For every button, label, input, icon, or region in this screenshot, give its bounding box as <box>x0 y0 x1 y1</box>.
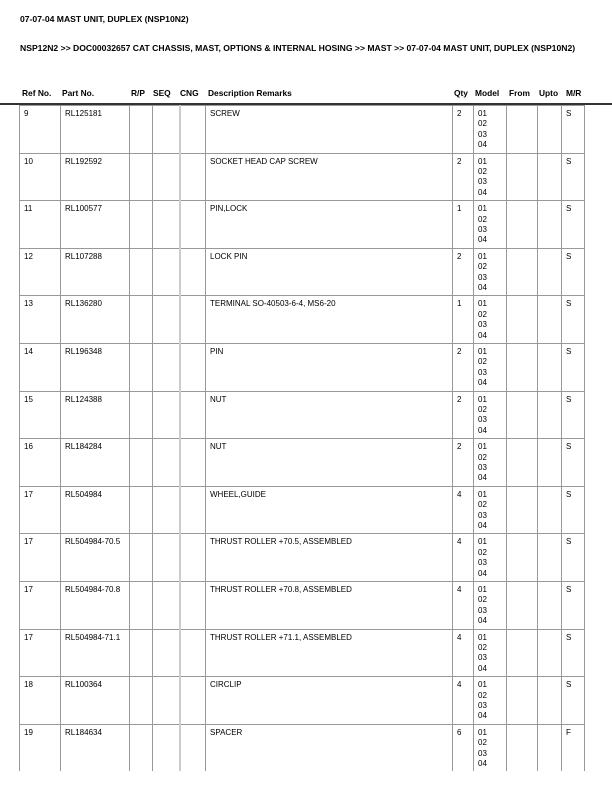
model-code: 01 <box>478 109 487 118</box>
model-code: 02 <box>478 642 487 652</box>
header-mr: M/R <box>566 88 582 98</box>
model-code: 03 <box>478 605 487 615</box>
upto-cell <box>538 201 562 249</box>
ref-cell: 12 <box>20 248 61 296</box>
model-cell <box>474 153 507 201</box>
ref-cell: 9 <box>20 106 61 154</box>
qty-cell: 4 <box>453 677 474 725</box>
table-row <box>20 629 585 677</box>
part-number-cell: RL504984-70.8 <box>61 581 130 629</box>
model-code: 03 <box>478 367 487 377</box>
from-cell <box>507 486 538 534</box>
model-cell <box>474 724 507 771</box>
rp-cell <box>130 248 153 296</box>
rp-cell <box>130 677 153 725</box>
model-code: 01 <box>478 204 487 214</box>
upto-cell <box>538 677 562 725</box>
from-cell <box>507 391 538 439</box>
model-cell <box>474 248 507 296</box>
table-row <box>20 581 585 629</box>
part-number-cell: RL125181 <box>61 106 130 154</box>
header-from: From <box>509 88 530 98</box>
rp-cell <box>130 106 153 154</box>
model-cell <box>474 629 507 677</box>
qty-cell: 2 <box>453 106 474 154</box>
model-code: 01 <box>478 632 487 642</box>
cng-cell <box>180 153 206 201</box>
model-code: 01 <box>478 727 487 737</box>
from-cell <box>507 153 538 201</box>
model-code: 02 <box>478 738 487 748</box>
model-code: 02 <box>478 547 487 557</box>
description-cell: NUT <box>206 439 453 487</box>
cng-cell <box>180 629 206 677</box>
seq-cell <box>153 581 180 629</box>
table-row <box>20 343 585 391</box>
model-code: 03 <box>478 700 487 710</box>
upto-cell <box>538 343 562 391</box>
cng-cell <box>180 106 206 154</box>
model-code: 04 <box>478 187 487 197</box>
upto-cell <box>538 106 562 154</box>
mr-cell: S <box>562 439 585 487</box>
seq-cell <box>153 439 180 487</box>
cng-cell <box>180 391 206 439</box>
ref-cell: 16 <box>20 439 61 487</box>
seq-cell <box>153 248 180 296</box>
model-code: 01 <box>478 346 487 356</box>
model-code: 03 <box>478 272 487 282</box>
rp-cell <box>130 391 153 439</box>
model-code: 03 <box>478 129 487 139</box>
description-cell: PIN,LOCK <box>206 201 453 249</box>
model-code: 02 <box>478 119 487 129</box>
seq-cell <box>153 153 180 201</box>
table-row <box>20 391 585 439</box>
from-cell <box>507 296 538 344</box>
model-code: 03 <box>478 462 487 472</box>
part-number-cell: RL184634 <box>61 724 130 771</box>
description-cell: THRUST ROLLER +71.1, ASSEMBLED <box>206 629 453 677</box>
seq-cell <box>153 724 180 771</box>
table-row <box>20 201 585 249</box>
ref-cell: 17 <box>20 534 61 582</box>
ref-cell: 18 <box>20 677 61 725</box>
model-code: 02 <box>478 500 487 510</box>
rp-cell <box>130 439 153 487</box>
cng-cell <box>180 724 206 771</box>
ref-cell: 10 <box>20 153 61 201</box>
description-cell: SCREW <box>206 106 453 154</box>
model-code: 03 <box>478 415 487 425</box>
ref-cell: 17 <box>20 629 61 677</box>
model-code: 04 <box>478 711 487 721</box>
mr-cell: S <box>562 629 585 677</box>
model-code: 02 <box>478 452 487 462</box>
part-number-cell: RL100577 <box>61 201 130 249</box>
seq-cell <box>153 201 180 249</box>
cng-cell <box>180 343 206 391</box>
mr-cell: S <box>562 296 585 344</box>
mr-cell: S <box>562 534 585 582</box>
from-cell <box>507 439 538 487</box>
table-row <box>20 296 585 344</box>
parts-table <box>19 105 585 771</box>
rp-cell <box>130 629 153 677</box>
description-cell: SPACER <box>206 724 453 771</box>
ref-cell: 15 <box>20 391 61 439</box>
model-code: 01 <box>478 156 487 166</box>
ref-cell: 17 <box>20 486 61 534</box>
header-part: Part No. <box>62 88 95 98</box>
table-row <box>20 534 585 582</box>
header-cng: CNG <box>180 88 199 98</box>
rp-cell <box>130 724 153 771</box>
header-ref: Ref No. <box>22 88 52 98</box>
ref-cell: 19 <box>20 724 61 771</box>
header-upto: Upto <box>539 88 559 98</box>
model-code: 04 <box>478 425 487 435</box>
part-number-cell: RL196348 <box>61 343 130 391</box>
mr-cell: S <box>562 201 585 249</box>
model-code: 03 <box>478 320 487 330</box>
rp-cell <box>130 343 153 391</box>
part-number-cell: RL504984-71.1 <box>61 629 130 677</box>
qty-cell: 4 <box>453 581 474 629</box>
model-code: 03 <box>478 510 487 520</box>
mr-cell: S <box>562 248 585 296</box>
model-cell <box>474 534 507 582</box>
cng-cell <box>180 439 206 487</box>
mr-cell: S <box>562 486 585 534</box>
model-code: 02 <box>478 167 487 176</box>
model-code: 03 <box>478 558 487 568</box>
model-cell <box>474 677 507 725</box>
table-row <box>20 153 585 201</box>
part-number-cell: RL107288 <box>61 248 130 296</box>
model-code: 03 <box>478 225 487 234</box>
model-code: 01 <box>478 680 487 690</box>
from-cell <box>507 248 538 296</box>
page-title: 07-07-04 MAST UNIT, DUPLEX (NSP10N2) <box>20 14 189 24</box>
model-code: 02 <box>478 214 487 224</box>
model-code: 02 <box>478 357 487 367</box>
rp-cell <box>130 581 153 629</box>
ref-cell: 11 <box>20 201 61 249</box>
from-cell <box>507 106 538 154</box>
cng-cell <box>180 486 206 534</box>
qty-cell: 6 <box>453 724 474 771</box>
model-code: 04 <box>478 568 487 578</box>
cng-cell <box>180 677 206 725</box>
description-cell: PIN <box>206 343 453 391</box>
table-row <box>20 106 585 154</box>
mr-cell: S <box>562 343 585 391</box>
from-cell <box>507 201 538 249</box>
cng-cell <box>180 581 206 629</box>
model-cell <box>474 106 507 154</box>
model-code: 04 <box>478 520 487 530</box>
from-cell <box>507 581 538 629</box>
qty-cell: 2 <box>453 153 474 201</box>
mr-cell: S <box>562 106 585 154</box>
qty-cell: 2 <box>453 343 474 391</box>
table-row <box>20 248 585 296</box>
model-code: 04 <box>478 283 487 292</box>
model-code: 04 <box>478 473 487 483</box>
model-code: 03 <box>478 748 487 758</box>
model-code: 04 <box>478 330 487 340</box>
from-cell <box>507 677 538 725</box>
from-cell <box>507 343 538 391</box>
qty-cell: 1 <box>453 296 474 344</box>
model-cell <box>474 201 507 249</box>
model-code: 03 <box>478 177 487 187</box>
header-seq: SEQ <box>153 88 171 98</box>
model-code: 01 <box>478 537 487 547</box>
description-cell: SOCKET HEAD CAP SCREW <box>206 153 453 201</box>
description-cell: WHEEL,GUIDE <box>206 486 453 534</box>
rp-cell <box>130 534 153 582</box>
part-number-cell: RL184284 <box>61 439 130 487</box>
part-number-cell: RL124388 <box>61 391 130 439</box>
from-cell <box>507 534 538 582</box>
rp-cell <box>130 201 153 249</box>
description-cell: TERMINAL SO-40503-6-4, MS6-20 <box>206 296 453 344</box>
model-code: 01 <box>478 394 487 404</box>
qty-cell: 1 <box>453 201 474 249</box>
upto-cell <box>538 486 562 534</box>
qty-cell: 4 <box>453 486 474 534</box>
mr-cell: S <box>562 153 585 201</box>
upto-cell <box>538 439 562 487</box>
model-code: 02 <box>478 690 487 700</box>
cng-cell <box>180 248 206 296</box>
model-code: 03 <box>478 653 487 663</box>
model-code: 02 <box>478 262 487 272</box>
ref-cell: 17 <box>20 581 61 629</box>
seq-cell <box>153 343 180 391</box>
description-cell: THRUST ROLLER +70.5, ASSEMBLED <box>206 534 453 582</box>
upto-cell <box>538 534 562 582</box>
table-row <box>20 439 585 487</box>
description-cell: NUT <box>206 391 453 439</box>
seq-cell <box>153 629 180 677</box>
model-cell <box>474 581 507 629</box>
table-row <box>20 724 585 771</box>
model-cell <box>474 439 507 487</box>
model-cell <box>474 486 507 534</box>
rp-cell <box>130 153 153 201</box>
model-code: 01 <box>478 251 487 261</box>
from-cell <box>507 724 538 771</box>
header-model: Model <box>475 88 500 98</box>
seq-cell <box>153 677 180 725</box>
qty-cell: 2 <box>453 248 474 296</box>
model-code: 04 <box>478 140 487 150</box>
upto-cell <box>538 296 562 344</box>
description-cell: THRUST ROLLER +70.8, ASSEMBLED <box>206 581 453 629</box>
header-desc: Description Remarks <box>208 88 292 98</box>
mr-cell: S <box>562 581 585 629</box>
ref-cell: 13 <box>20 296 61 344</box>
cng-cell <box>180 296 206 344</box>
part-number-cell: RL100364 <box>61 677 130 725</box>
upto-cell <box>538 581 562 629</box>
upto-cell <box>538 248 562 296</box>
qty-cell: 4 <box>453 629 474 677</box>
header-qty: Qty <box>454 88 468 98</box>
rp-cell <box>130 296 153 344</box>
model-code: 01 <box>478 489 487 499</box>
model-cell <box>474 391 507 439</box>
model-cell <box>474 343 507 391</box>
mr-cell: S <box>562 677 585 725</box>
model-code: 04 <box>478 758 487 768</box>
from-cell <box>507 629 538 677</box>
mr-cell: F <box>562 724 585 771</box>
ref-cell: 14 <box>20 343 61 391</box>
seq-cell <box>153 486 180 534</box>
model-code: 04 <box>478 235 487 245</box>
rp-cell <box>130 486 153 534</box>
table-row <box>20 486 585 534</box>
upto-cell <box>538 391 562 439</box>
header-rp: R/P <box>131 88 145 98</box>
model-cell <box>474 296 507 344</box>
seq-cell <box>153 534 180 582</box>
upto-cell <box>538 153 562 201</box>
model-code: 01 <box>478 299 487 309</box>
model-code: 02 <box>478 404 487 414</box>
model-code: 04 <box>478 616 487 626</box>
mr-cell: S <box>562 391 585 439</box>
description-cell: LOCK PIN <box>206 248 453 296</box>
part-number-cell: RL504984 <box>61 486 130 534</box>
model-code: 01 <box>478 442 487 452</box>
part-number-cell: RL136280 <box>61 296 130 344</box>
qty-cell: 2 <box>453 439 474 487</box>
part-number-cell: RL192592 <box>61 153 130 201</box>
model-code: 02 <box>478 309 487 319</box>
table-row <box>20 677 585 725</box>
part-number-cell: RL504984-70.5 <box>61 534 130 582</box>
qty-cell: 4 <box>453 534 474 582</box>
upto-cell <box>538 724 562 771</box>
seq-cell <box>153 296 180 344</box>
upto-cell <box>538 629 562 677</box>
cng-cell <box>180 201 206 249</box>
model-code: 01 <box>478 584 487 594</box>
model-code: 04 <box>478 378 487 388</box>
model-code: 04 <box>478 663 487 673</box>
breadcrumb: NSP12N2 >> DOC00032657 CAT CHASSIS, MAST, OPTIONS & INTERNAL HOSING >> MAST >> 07-07-04 MAST UNIT, DUPLEX (NSP10N2) <box>20 43 576 53</box>
description-cell: CIRCLIP <box>206 677 453 725</box>
seq-cell <box>153 391 180 439</box>
qty-cell: 2 <box>453 391 474 439</box>
cng-cell <box>180 534 206 582</box>
model-code: 02 <box>478 595 487 605</box>
seq-cell <box>153 106 180 154</box>
